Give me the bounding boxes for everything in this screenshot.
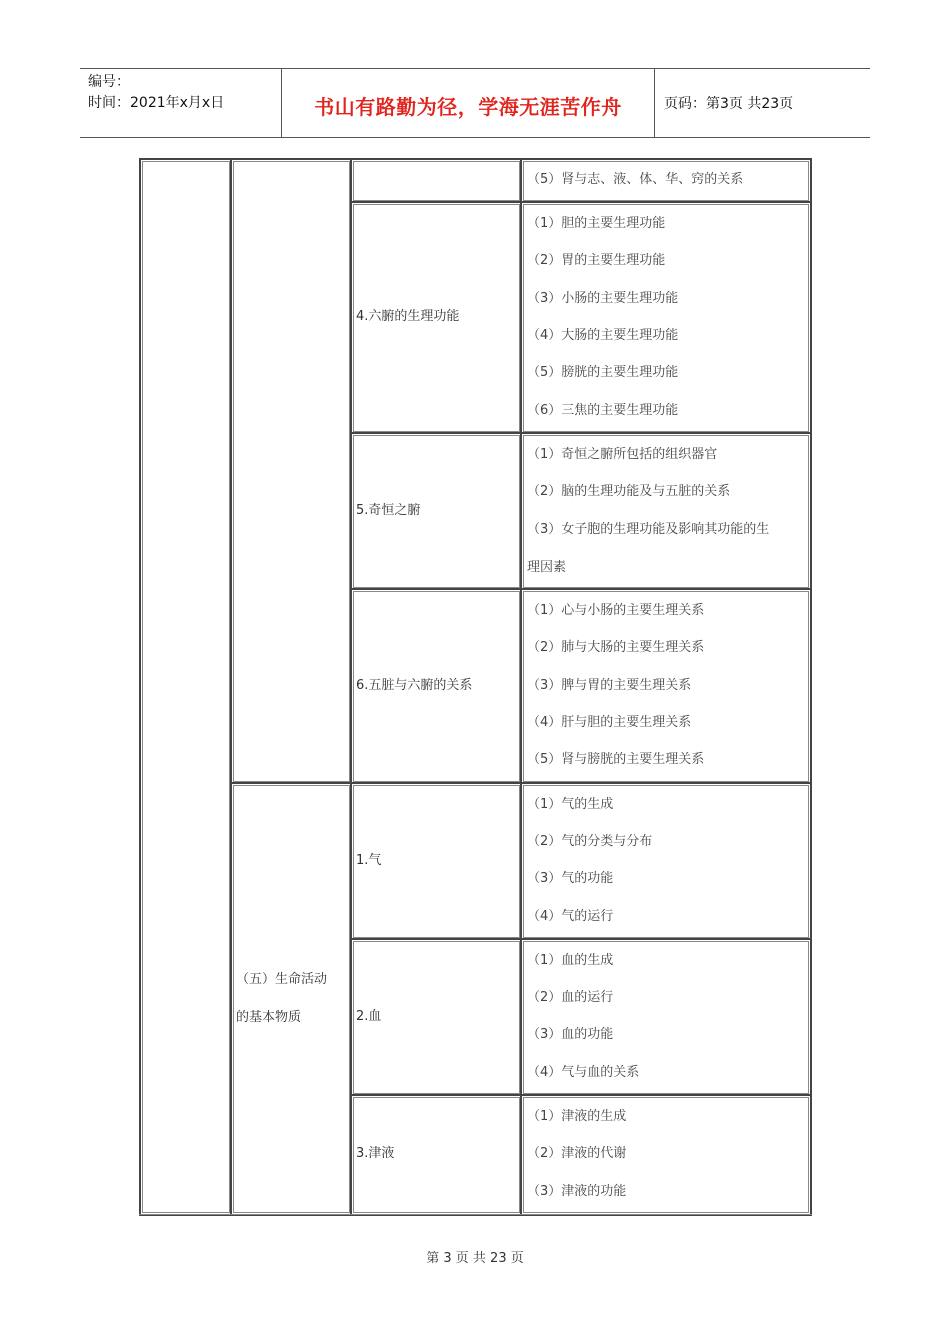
table-bottom-rule <box>139 1214 812 1215</box>
header-motto: 书山有路勤为径，学海无涯苦作舟 <box>314 95 622 119</box>
list-item: （5）肾与志、液、体、华、窍的关系 <box>527 172 744 187</box>
list-item: （2）津液的代谢 <box>527 1146 627 1161</box>
topic-label: 3.津液 <box>356 1146 395 1161</box>
topic-label: 4.六腑的生理功能 <box>356 309 460 324</box>
list-item: （1）心与小肠的主要生理关系 <box>527 603 705 618</box>
topic-label: 1.气 <box>356 853 382 868</box>
list-item: （1）奇恒之腑所包括的组织器官 <box>527 447 718 462</box>
table-col2-cell-lower <box>230 782 353 1216</box>
list-item: （1）胆的主要生理功能 <box>527 216 666 231</box>
list-item: （2）脑的生理功能及与五脏的关系 <box>527 484 731 499</box>
list-item: （3）气的功能 <box>527 871 614 886</box>
list-item: （2）肺与大肠的主要生理关系 <box>527 640 705 655</box>
list-item: （4）气的运行 <box>527 909 614 924</box>
list-item: （1）血的生成 <box>527 953 614 968</box>
list-item: （3）脾与胃的主要生理关系 <box>527 678 692 693</box>
list-item: （1）津液的生成 <box>527 1109 627 1124</box>
header-divider <box>654 69 655 137</box>
serial-label: 编号： <box>88 74 130 90</box>
list-item: （3）津液的功能 <box>527 1184 627 1199</box>
table-col1-cell <box>139 158 233 1216</box>
list-item: （6）三焦的主要生理功能 <box>527 403 679 418</box>
list-item: （3）小肠的主要生理功能 <box>527 291 679 306</box>
list-item: 理因素 <box>527 560 567 575</box>
time-line: 时间：2021年x月x日 <box>88 95 225 111</box>
list-item: （2）血的运行 <box>527 990 614 1005</box>
list-item: （5）膀胱的主要生理功能 <box>527 365 679 380</box>
list-item: （3）血的功能 <box>527 1027 614 1042</box>
header-left <box>88 72 224 114</box>
list-item: （4）大肠的主要生理功能 <box>527 328 679 343</box>
list-item: （4）气与血的关系 <box>527 1065 640 1080</box>
topic-label: 5.奇恒之腑 <box>356 503 421 518</box>
page-info: 页码：第3页 共23页 <box>664 96 794 112</box>
list-item: （4）肝与胆的主要生理关系 <box>527 715 692 730</box>
page-header <box>80 68 870 138</box>
list-item: （2）气的分类与分布 <box>527 834 653 849</box>
list-item: （5）肾与膀胱的主要生理关系 <box>527 752 705 767</box>
section-label-line2: 的基本物质 <box>236 1010 302 1025</box>
topic-label: 6.五脏与六腑的关系 <box>356 678 473 693</box>
list-item: （3）女子胞的生理功能及影响其功能的生 <box>527 522 770 537</box>
section-label-line1: （五）生命活动 <box>236 972 328 987</box>
page-footer: 第 3 页 共 23 页 <box>426 1251 524 1266</box>
table-col2-cell-upper <box>230 158 353 785</box>
list-item: （2）胃的主要生理功能 <box>527 253 666 268</box>
list-item: （1）气的生成 <box>527 797 614 812</box>
table-topic-cell <box>350 158 523 204</box>
topic-label: 2.血 <box>356 1009 382 1024</box>
